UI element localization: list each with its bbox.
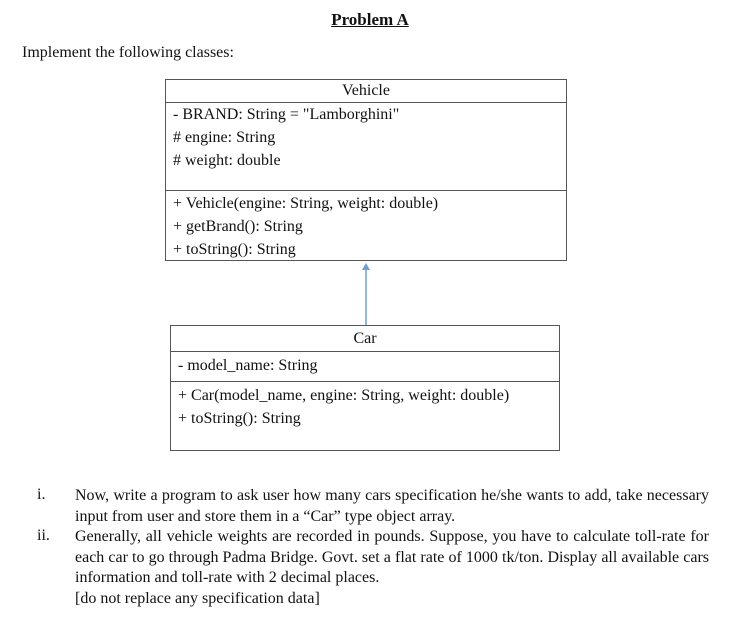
car-attributes <box>171 352 559 382</box>
task-number-1: i. <box>37 486 46 503</box>
vehicle-method-getbrand: + getBrand(): String <box>173 218 303 235</box>
inheritance-arrow <box>354 262 378 326</box>
vehicle-class-name: Vehicle <box>166 80 566 103</box>
vehicle-class-box <box>165 79 567 261</box>
vehicle-attribute-weight: # weight: double <box>173 152 281 169</box>
vehicle-attributes <box>166 103 566 191</box>
vehicle-method-constructor: + Vehicle(engine: String, weight: double) <box>173 195 439 212</box>
car-method-constructor: + Car(model_name, engine: String, weight: double) <box>178 387 510 404</box>
task-text-1: Now, write a program to ask user how many cars specification he/she wants to add, take necessary input from user and store them in a “Car” type object array. <box>75 487 709 525</box>
inheritance-arrow-head <box>362 263 370 270</box>
intro-text: Implement the following classes: <box>22 44 234 61</box>
car-method-tostring: + toString(): String <box>178 410 301 427</box>
vehicle-attribute-engine: # engine: String <box>173 129 276 146</box>
car-attribute-model-name: - model_name: String <box>178 357 318 374</box>
task-text-2-block <box>75 527 709 609</box>
problem-title: Problem A <box>331 10 409 29</box>
vehicle-methods <box>166 191 566 261</box>
task-text-2: Generally, all vehicle weights are recorded in pounds. Suppose, you have to calculate toll-rate for each car to go through Padma Bridge. Govt. set a flat rate of 1000 tk/ton. Display all available cars information and toll-rate with 2 decimal places. <box>75 528 709 586</box>
task-note: [do not replace any specification data] <box>75 589 320 607</box>
vehicle-attribute-brand: - BRAND: String = "Lamborghini" <box>173 106 400 123</box>
task-number-2: ii. <box>37 527 50 544</box>
car-class-box <box>170 325 560 451</box>
vehicle-method-tostring: + toString(): String <box>173 241 296 258</box>
car-methods <box>171 382 559 430</box>
car-class-name: Car <box>171 326 559 352</box>
